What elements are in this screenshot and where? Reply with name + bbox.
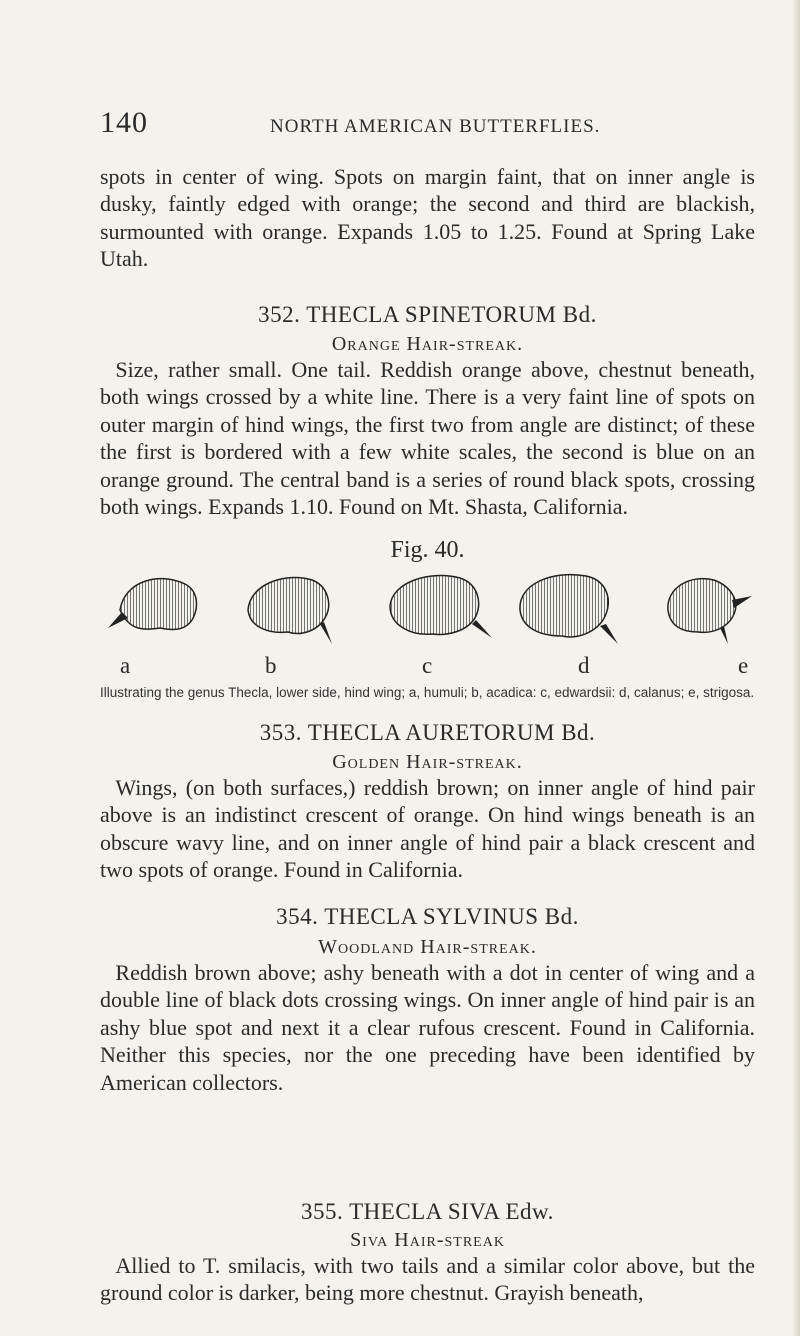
wing-d-illustration (520, 575, 618, 644)
figure-letters (100, 653, 755, 681)
species-353-common-name: Golden Hair-streak. (332, 751, 523, 773)
running-title: NORTH AMERICAN BUTTERFLIES. (270, 116, 601, 137)
intro-paragraph: spots in center of wing. Spots on margin faint, that on inner angle is dusky, faintly edged with orange; the second and third are blackish, surmounted with orange. Expands 1.05 to 1.25. Found at Spring Lake Utah. (100, 164, 755, 272)
wing-e-illustration (668, 579, 752, 644)
page-number: 140 (100, 106, 148, 139)
figure-label: Fig. 40. (390, 537, 465, 563)
figure-caption: Illustrating the genus Thecla, lower side, hind wing; a, humuli; b, acadica: c, edwardsii: d, calanus; e, strigosa. (100, 685, 755, 700)
figure-letter-b: b (265, 653, 277, 678)
species-355-heading: 355. THECLA SIVA Edw. (301, 1199, 554, 1224)
species-352-heading: 352. THECLA SPINETORUM Bd. (258, 302, 597, 327)
page-edge (792, 0, 800, 1336)
species-355-common-name: Siva Hair-streak (350, 1229, 505, 1251)
species-354-common-name: Woodland Hair-streak. (318, 936, 537, 958)
species-352-description: Size, rather small. One tail. Reddish orange above, chestnut beneath, both wings crossed by a white line. There is a very faint line of spots on outer margin of hind wings, the first two from angle are distinct; of these the first is bordered with a few white scales, the second is blue on an orange ground. The central band is a series of round black spots, crossing both wings. Expands 1.10. Found on Mt. Shasta, California. (100, 357, 755, 520)
wing-c-illustration (390, 576, 492, 638)
figure-letter-e: e (738, 653, 749, 678)
species-353-heading: 353. THECLA AURETORUM Bd. (259, 720, 596, 745)
species-354-heading: 354. THECLA SYLVINUS Bd. (276, 904, 579, 929)
butterfly-wings-figure (100, 570, 755, 650)
figure-letter-a: a (120, 653, 131, 678)
figure-letter-d: d (578, 653, 590, 678)
species-354-description: Reddish brown above; ashy beneath with a dot in center of wing and a double line of black dots crossing wings. On inner angle of hind pair is an ashy blue spot and next it a clear rufous crescent. Found in California. Neither this species, nor the one preceding have been identified by American collectors. (100, 960, 755, 1095)
species-355-description: Allied to T. smilacis, with two tails and a similar color above, but the ground color is darker, being more chestnut. Grayish beneath, (100, 1253, 755, 1306)
figure-letter-c: c (422, 653, 433, 678)
wing-b-illustration (248, 578, 332, 644)
page-header (0, 100, 800, 140)
species-353-description: Wings, (on both surfaces,) reddish brown; on inner angle of hind pair above is an indistinct crescent of orange. On hind wings beneath is an obscure wavy line, and on inner angle of hind pair a black crescent and two spots of orange. Found in California. (100, 775, 755, 883)
wing-a-illustration (108, 579, 196, 630)
species-352-common-name: Orange Hair-streak. (331, 333, 524, 355)
